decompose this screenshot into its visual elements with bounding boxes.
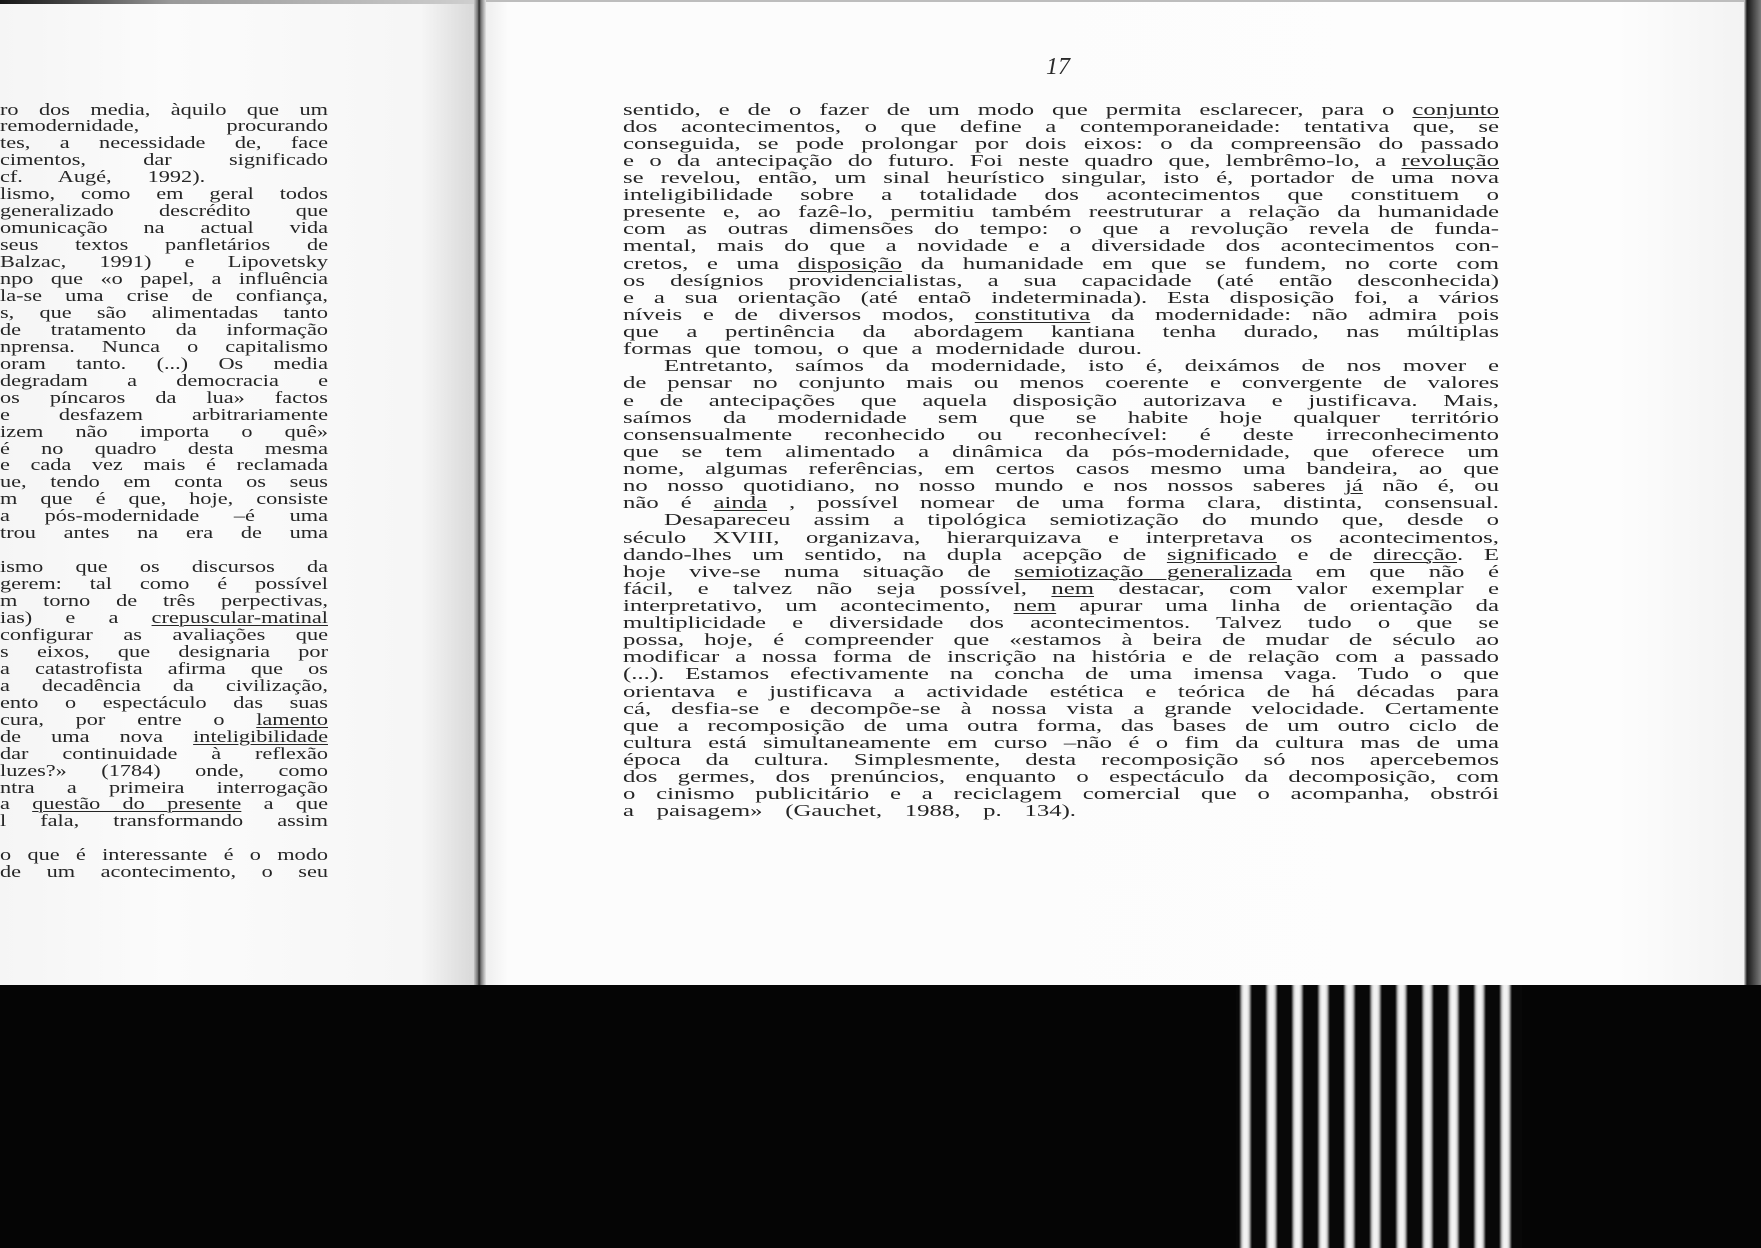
- text-line: [0, 151, 328, 168]
- text-segment: os píncaros da lua» factos: [0, 387, 328, 407]
- text-segment: ro dos media, àquilo que um: [0, 99, 328, 119]
- underlined-text: significado: [1166, 544, 1277, 564]
- text-segment: cura, por entre o: [0, 709, 257, 729]
- text-line: [0, 321, 328, 338]
- text-segment: remodernidade, procurando: [0, 116, 328, 136]
- right-page-edge: [1744, 0, 1761, 985]
- text-line: [0, 372, 328, 389]
- text-line: [623, 631, 1499, 648]
- text-segment: izem não importa o quê»: [0, 421, 328, 441]
- text-line: [0, 219, 328, 236]
- text-segment: o que é interessante é o modo: [0, 845, 328, 865]
- text-segment: orientava e justificava a actividade estética e teórica de há décadas para: [623, 681, 1499, 701]
- underlined-text: inteligibilidade: [193, 726, 328, 746]
- text-segment: seus textos panfletários de: [0, 235, 328, 255]
- text-line: [623, 135, 1499, 152]
- text-line: [623, 409, 1499, 426]
- text-line: [623, 323, 1499, 340]
- text-line: [0, 355, 328, 372]
- text-segment: tes, a necessidade de, face: [0, 133, 328, 153]
- text-line: [0, 846, 328, 863]
- text-segment: o cinismo publicitário e a reciclagem comercial que o acompanha, obstrói: [623, 784, 1499, 804]
- text-segment: modificar a nossa forma de inscrição na história e de relação com a passado: [623, 647, 1499, 667]
- text-line: [0, 456, 328, 473]
- text-line: [623, 563, 1499, 580]
- book-gutter: [474, 0, 486, 985]
- text-segment: gerem: tal como é possível: [0, 574, 328, 594]
- text-segment: não é, ou: [1362, 476, 1499, 496]
- text-line: [0, 304, 328, 321]
- text-segment: de um acontecimento, o seu: [0, 862, 328, 882]
- text-line: [623, 340, 1142, 357]
- underlined-text: nem: [1013, 595, 1057, 615]
- underlined-text: constitutiva: [974, 304, 1091, 324]
- text-line: [623, 220, 1499, 237]
- text-segment: e de: [1276, 544, 1374, 564]
- text-segment: (...). Estamos efectivamente na concha de uma imensa vaga. Tudo o que: [623, 664, 1499, 684]
- text-line: [623, 717, 1499, 734]
- text-line: [623, 751, 1499, 768]
- text-segment: fácil, e talvez não seja possível,: [623, 578, 1052, 598]
- text-line: [0, 507, 328, 524]
- text-segment: presente e, ao fazê-lo, permitiu também reestruturar a relação da humanidade: [623, 202, 1499, 222]
- text-line: [623, 597, 1499, 614]
- text-line: [0, 745, 328, 762]
- text-segment: cultura está simultaneamente em curso –não é o fim da cultura mas de uma: [623, 732, 1499, 752]
- text-segment: l fala, transformando assim: [0, 811, 328, 831]
- text-segment: dando-lhes um sentido, na dupla acepção de: [623, 544, 1167, 564]
- text-segment: da humanidade em que se fundem, no corte com: [902, 253, 1499, 273]
- text-line: [0, 473, 328, 490]
- text-segment: cá, desfia-se e decompõe-se à nossa vista a grande velocidade. Certamente: [623, 698, 1499, 718]
- underlined-text: revolução: [1401, 150, 1499, 170]
- text-segment: a pós-modernidade –é uma: [0, 506, 328, 526]
- text-line: [623, 614, 1499, 631]
- text-line: [0, 694, 328, 711]
- text-line: [0, 660, 328, 677]
- text-segment: ismo que os discursos da: [0, 557, 328, 577]
- text-line: [623, 169, 1499, 186]
- text-segment: conseguida, se pode prolongar por dois eixos: o da compreensão do passado: [623, 133, 1499, 153]
- text-segment: Balzac, 1991) e Lipovetsky: [0, 252, 328, 272]
- text-segment: cf. Augé, 1992).: [0, 167, 206, 187]
- text-line: [0, 236, 328, 253]
- underlined-text: disposição: [797, 253, 903, 273]
- text-segment: inteligibilidade sobre a totalidade dos acontecimentos que constituem o: [623, 185, 1499, 205]
- text-segment: em que não é: [1292, 561, 1499, 581]
- underlined-text: conjunto: [1412, 99, 1499, 119]
- text-segment: cretos, e uma: [623, 253, 798, 273]
- underlined-text: crepuscular-matinal: [151, 608, 328, 627]
- text-line: [623, 443, 1499, 460]
- text-line: [623, 477, 1499, 494]
- text-segment: níveis e de diversos modos,: [623, 304, 975, 324]
- text-line: [0, 779, 328, 796]
- text-line: [0, 728, 328, 745]
- text-line: [623, 648, 1499, 665]
- text-segment: , possível nomear de uma forma clara, distinta, consensual.: [767, 493, 1499, 513]
- text-segment: generalizado descrédito que: [0, 201, 328, 221]
- text-segment: que a pertinência da abordagem kantiana tenha durado, nas múltiplas: [623, 322, 1499, 342]
- text-segment: época da cultura. Simplesmente, desta recomposição só nos apercebemos: [623, 750, 1499, 770]
- text-segment: e o da antecipação do futuro. Foi neste quadro que, lembrêmo-lo, a: [623, 150, 1402, 170]
- text-segment: de tratamento da informação: [0, 319, 328, 339]
- text-segment: da modernidade: não admira pois: [1090, 304, 1499, 324]
- text-line: [623, 683, 1499, 700]
- text-line: [623, 152, 1499, 169]
- text-segment: s eixos, que designaria por: [0, 641, 328, 661]
- text-line: [0, 490, 328, 507]
- text-line: [623, 237, 1499, 254]
- text-segment: hoje vive-se numa situação de: [623, 561, 1015, 581]
- text-line: [0, 795, 328, 812]
- text-line: [623, 426, 1499, 443]
- right-page-text: [486, 0, 1744, 985]
- text-line: [623, 306, 1499, 323]
- text-line: [0, 643, 328, 660]
- underlined-text: semiotização generalizada: [1014, 561, 1293, 581]
- text-segment: dos germes, dos prenúncios, enquanto o espectáculo da decomposição, com: [623, 767, 1499, 787]
- text-line: [0, 812, 328, 829]
- underlined-text: já: [1345, 476, 1363, 496]
- underlined-text: questão do presente: [32, 794, 242, 814]
- text-segment: ento o espectáculo das suas: [0, 692, 328, 712]
- text-segment: trou antes na era de uma: [0, 523, 328, 543]
- text-segment: degradam a democracia e: [0, 370, 328, 390]
- text-line: [623, 374, 1499, 391]
- text-segment: saímos da modernidade sem que se habite hoje qualquer território: [623, 407, 1499, 427]
- text-segment: a decadência da civilização,: [0, 675, 328, 695]
- text-line: [0, 592, 328, 609]
- text-line: [0, 440, 328, 457]
- text-line: [623, 186, 1499, 203]
- text-line: [0, 406, 328, 423]
- text-line: [0, 762, 328, 779]
- text-line: [664, 511, 1499, 528]
- text-segment: s, que são alimentadas tanto: [0, 302, 328, 322]
- text-line: [0, 609, 328, 626]
- text-line: [0, 389, 328, 406]
- text-segment: destacar, com valor exemplar e: [1094, 578, 1499, 598]
- text-line: [0, 287, 328, 304]
- text-line: [0, 524, 328, 541]
- text-line: [664, 357, 1499, 374]
- text-line: [623, 272, 1499, 289]
- underlined-text: direcção: [1373, 544, 1458, 564]
- text-segment: que se tem alimentado a dinâmica da pós-modernidade, que oferece um: [623, 441, 1499, 461]
- text-line: [0, 270, 328, 287]
- text-segment: lismo, como em geral todos: [0, 184, 328, 204]
- text-line: [623, 734, 1499, 751]
- text-segment: ias) e a: [0, 608, 152, 627]
- scan-stripes: [1236, 985, 1522, 1248]
- text-segment: século XVIII, organizava, hierarquizava e interpretava os acontecimentos,: [623, 527, 1499, 547]
- text-segment: nprensa. Nunca o capitalismo: [0, 336, 328, 356]
- text-segment: npo que «o papel, a influência: [0, 269, 328, 288]
- text-line: [0, 117, 328, 134]
- text-segment: omunicação na actual vida: [0, 218, 328, 238]
- text-line: [0, 626, 328, 643]
- text-segment: e de antecipações que aquela disposição autorizava e justificava. Mais,: [623, 390, 1499, 410]
- text-segment: é no quadro desta mesma: [0, 438, 328, 458]
- text-segment: e a sua orientação (até entaõ indeterminada). Esta disposição foi, a vários: [623, 287, 1499, 307]
- text-segment: a que: [241, 794, 328, 814]
- text-line: [0, 558, 328, 575]
- left-page-text: [0, 0, 474, 985]
- text-segment: sentido, e de o fazer de um modo que permita esclarecer, para o: [623, 99, 1413, 119]
- text-segment: mental, mais do que a novidade e a diversidade dos acontecimentos con-: [623, 236, 1499, 256]
- text-line: [623, 802, 1076, 819]
- text-segment: oram tanto. (...) Os media: [0, 353, 328, 373]
- text-segment: possa, hoje, é compreender que «estamos à beira de mudar de século ao: [623, 630, 1499, 650]
- text-line: [0, 575, 328, 592]
- text-line: [623, 289, 1499, 306]
- text-segment: com as outras dimensões do tempo: o que a revolução revela de funda-: [623, 219, 1499, 239]
- text-line: [623, 665, 1499, 682]
- text-segment: que a recomposição de uma outra forma, das bases de um outro ciclo de: [623, 715, 1499, 735]
- text-line: [623, 101, 1499, 118]
- page-number: 17: [1046, 54, 1070, 80]
- text-segment: formas que tomou, o que a modernidade durou.: [623, 339, 1142, 359]
- text-line: [623, 785, 1499, 802]
- text-line: [623, 700, 1499, 717]
- text-segment: luzes?» (1784) onde, como: [0, 760, 328, 780]
- text-segment: interpretativo, um acontecimento,: [623, 595, 1014, 615]
- text-line: [623, 546, 1499, 563]
- text-segment: no nosso quotidiano, no nosso mundo e nos nossos saberes: [623, 476, 1346, 496]
- text-line: [623, 529, 1499, 546]
- text-line: [0, 423, 328, 440]
- text-line: [0, 863, 328, 880]
- text-segment: nome, algumas referências, em certos casos mesmo uma bandeira, ao que: [623, 459, 1499, 479]
- text-segment: la-se uma crise de confiança,: [0, 285, 328, 305]
- text-line: [623, 203, 1499, 220]
- text-segment: Entretanto, saímos da modernidade, isto é, deixámos de nos mover e: [664, 356, 1499, 376]
- text-line: [0, 185, 328, 202]
- text-segment: de uma nova: [0, 726, 194, 746]
- text-line: [0, 338, 328, 355]
- text-segment: ntra a primeira interrogação: [0, 777, 328, 797]
- text-segment: não é: [623, 493, 714, 513]
- text-segment: de pensar no conjunto mais ou menos coerente e convergente de valores: [623, 373, 1499, 393]
- text-segment: apurar uma linha de orientação da: [1056, 595, 1499, 615]
- underlined-text: nem: [1051, 578, 1095, 598]
- text-segment: m que é que, hoje, consiste: [0, 489, 328, 509]
- text-segment: m torno de três perpectivas,: [0, 591, 328, 611]
- text-segment: se revelou, então, um sinal heurístico singular, isto é, portador de uma nova: [623, 167, 1499, 187]
- text-segment: multiplicidade e diversidade dos acontecimentos. Talvez tudo o que se: [623, 613, 1499, 633]
- text-segment: dos acontecimentos, o que define a contemporaneidade: tentativa que, se: [623, 116, 1499, 136]
- text-segment: . E: [1457, 544, 1499, 564]
- text-line: [623, 768, 1499, 785]
- text-line: [623, 392, 1499, 409]
- text-segment: ue, tendo em conta os seus: [0, 472, 328, 492]
- text-line: [0, 677, 328, 694]
- text-line: [0, 711, 328, 728]
- text-line: [623, 494, 1499, 511]
- text-segment: e desfazem arbitrariamente: [0, 404, 328, 424]
- text-segment: os desígnios providencialistas, a sua capacidade (até então desconhecida): [623, 270, 1499, 290]
- text-line: [0, 134, 328, 151]
- underlined-text: ainda: [713, 493, 768, 513]
- text-segment: Desapareceu assim a tipológica semiotização do mundo que, desde o: [664, 510, 1499, 530]
- text-segment: cimentos, dar significado: [0, 150, 328, 170]
- text-segment: dar continuidade à reflexão: [0, 743, 328, 763]
- text-segment: e cada vez mais é reclamada: [0, 455, 328, 475]
- text-line: [623, 118, 1499, 135]
- text-line: [0, 202, 328, 219]
- text-line: [623, 580, 1499, 597]
- text-segment: a catastrofista afirma que os: [0, 658, 328, 678]
- text-line: [0, 168, 205, 185]
- text-line: [623, 460, 1499, 477]
- text-segment: consensualmente reconhecido ou reconhecível: é deste irreconhecimento: [623, 424, 1499, 444]
- text-line: [0, 253, 328, 270]
- text-segment: a: [0, 794, 33, 814]
- text-segment: a paisagem» (Gauchet, 1988, p. 134).: [623, 801, 1076, 821]
- text-line: [623, 255, 1499, 272]
- text-line: [0, 101, 328, 118]
- text-segment: configurar as avaliações que: [0, 624, 328, 644]
- underlined-text: lamento: [256, 709, 328, 729]
